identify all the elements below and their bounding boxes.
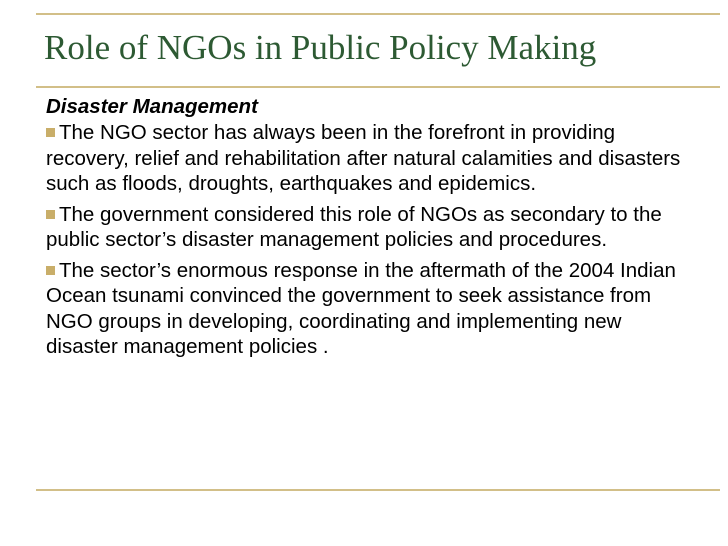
square-bullet-icon: [46, 210, 55, 219]
bullet-text: The NGO sector has always been in the forefront in providing recovery, relief and rehabilitation after natural calamities and disasters such as floods, droughts, earthquakes and epidemics.: [46, 121, 681, 195]
square-bullet-icon: [46, 128, 55, 137]
square-bullet-icon: [46, 266, 55, 275]
slide-title: Role of NGOs in Public Policy Making: [44, 28, 597, 67]
bullet-text: The sector’s enormous response in the aftermath of the 2004 Indian Ocean tsunami convinced the government to seek assistance from NGO groups in developing, coordinating and implementing new disaster management policies .: [46, 258, 676, 358]
bottom-rule: [36, 489, 720, 491]
top-rule: [36, 13, 720, 15]
slide-body: [46, 93, 696, 365]
bullet-item: [46, 120, 696, 197]
section-subheading: Disaster Management: [46, 95, 258, 118]
bullet-item: [46, 202, 696, 253]
title-underline-rule: [36, 86, 720, 88]
bullet-text: The government considered this role of NGOs as secondary to the public sector’s disaster management policies and procedures.: [46, 202, 662, 251]
bullet-item: [46, 258, 696, 360]
bullet-list: [46, 120, 696, 360]
